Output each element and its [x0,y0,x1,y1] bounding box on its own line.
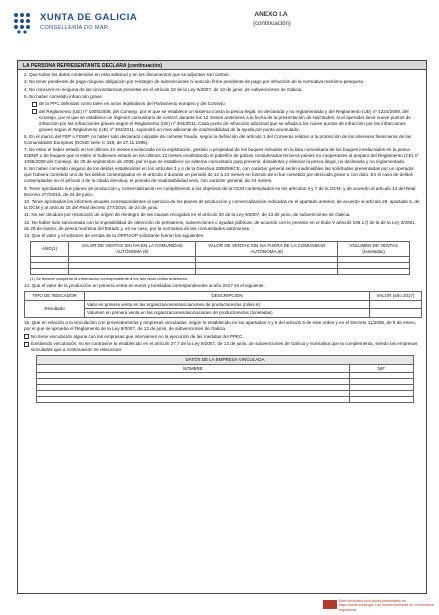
prod-col-desc: DESCRIPCIÓN [85,291,370,300]
checkbox-label-15b: Existiendo vinculación, no se contravine lo establecido en el artículo 27.7 de la Ley 9/2007, de 13 de junio, de subvenciones de Galicia y normativa que la complementa, siendo las empresas vinculadas que a continuación se relacionan: [31,340,418,352]
table-row [37,397,414,403]
checkbox-row-15b [24,341,420,353]
annex-title: ANEXO I.A [254,11,288,18]
xunta-logo-icon [10,10,34,36]
table-row [31,268,410,274]
checkbox-15b[interactable] [24,342,29,347]
dept-name: CONSELLERÍA DO MAR [40,25,109,31]
declaration-item-7: 7. No estar el haber estado en los últimos 24 meses involucrada en la explotación, gestión o propiedad de los buques incluidos en la lista comunitaria de los buques involucrados en la pesca INDNR o de buques que ni estén ni hubiesen estado en los últimos 12 meses enarbolando el pabellón de países considerados terceros países no cooperantes al amparo del Reglamento (CE) nº 1005/2008 del Consejo, de 29 de septiembre de 2008, por el que se establece un sistema comunitario para prevenir, desalentar y eliminar la pesca ilegal, no declarada y no reglamentada. [24,146,419,164]
checkbox-row-5b [24,109,420,133]
section-title: LA PERSONA REPRESENTANTE DECLARA (continuación) [18,61,426,70]
sales-col-value-out: VALOR DE VENTAS SIN IVA FUERA DE LA COMUNIDAD AUTÓNOMA (€) [196,241,338,256]
prod-value-1[interactable] [370,300,422,309]
annex-subtitle: (continuación) [253,21,291,27]
companies-col-nif: NIF [350,364,414,373]
declaration-item-12: 12. No haber sido sancionada con la imposibilidad de obtención de préstamos, subvenciones o ayudas públicas, de acuerdo con lo previsto en el título V artículo 105.1.f) de la de la Ley 3/2001, de 26 de marzo, de pesca marítima del Estado y, en su caso, por la normativa de las comunidades autónomas. [24,219,416,231]
checkbox-5b[interactable] [32,109,37,114]
declaration-item-11: 11. No ser deudora por resolución de origen de reintegro de las causas recogidas en el artículo 33 de la Ley 9/2007, de 13 de junio, de subvenciones de Galicia. [24,212,351,218]
checkbox-row-15a [24,334,420,340]
declaration-item-3: 3. No tener pendiente de pago ninguna obligación por reintegro de subvenciones ni sanción firme pendiente de pago por infracción de la normativa marítimo-pesquera. [24,79,365,85]
checkbox-label-5a: de la PPC definidas como tales en actos legislativos del Parlamento europeo y del Consejo. [39,101,226,107]
footer-note: Este formulario sólo podrá presentarse en https://sede.xunta.gal. Las formas previstas en la normativa reguladora [339,599,434,612]
checkbox-row-5a [24,101,420,107]
sales-table [30,241,410,275]
prod-row-label: Resultado [25,300,85,318]
page-header [10,8,430,40]
companies-col-name: NOMBRE [37,364,350,373]
production-table [24,291,422,319]
sales-note: (1) Se deberá completar la información correspondiente a los tres años civiles anteriores. [30,275,189,281]
checkbox-label-15a: No tiene vinculación alguna con las empresas que intervienen en la ejecución de las medidas del PPEC. [31,333,244,339]
table-row [25,300,422,309]
declaration-item-13: 13. Que el valor y el volumen de ventas de la OPP/AOP solicitante fueron los siguientes: [24,232,205,238]
sales-col-volume: VOLUMEN DE VENTAS (toneladas) [338,241,410,256]
companies-table [36,355,414,404]
declaration-item-15: 15. Que en relación a la vinculación con proveedores/as y empresas vinculadas, según lo establecido en los apartados 4 y 5 del artículo 6 de este orden y en el Decreto 11/2009, de 8 de enero, por el que se aprueba el Reglamento de la Ley 9/2007, de 13 de junio, de subvenciones de Galicia. [24,320,417,332]
declaration-item-6: 6. En el marco del FEP o FEMP, no haber sido declarado culpable de cometer fraude, según la definición del artículo 1 del Convenio relativo a la protección de los intereses financieros de las Comunidades Europeas (DOUE serie C 316, de 27.11.1995). [24,133,412,145]
sede-logo-icon [323,600,337,609]
declaration-item-10: 10. Tener aprobados los informes anuales correspondientes al ejercicio de los planes de producción y comercialización indicados en el apartado anterior, de acuerdo al artículo 28, apartado 5, de la OCM y al artículo 15 del Real decreto 277/2016, de 24 de junio. [24,198,420,210]
prod-col-value: VALOR (año 2017) [370,291,422,300]
declaration-item-9: 9. Tener aprobados sus planes de producción y comercialización en cumplimiento a los objetivos de la OCM contemplados en los artículos 3 y 7 de la OCM, y de acuerdo al artículo 14 del Real Decreto 277/2016, de 24 de junio. [24,185,416,197]
sales-col-year: AÑO(1) [31,241,69,256]
org-name: XUNTA DE GALICIA [40,12,138,23]
companies-title: DATOS DE LA EMPRESA VINCULADA [37,355,414,364]
declaration-form [17,60,427,594]
checkbox-label-5b: del Reglamento (UE) nº 1005/2008, del Consejo, por el que se establece un sistema contra la pesca ilegal, no declarada y no reglamentada y del Reglamento (UE) nº 1224/2009, del Consejo, por el que se establece un régimen comunitario de control; durante los 12 meses anteriores a la fecha de la presentación de solicitudes, si el operador tiene nueve puntos de infracción por las infracciones graves según el Reglamento (UE) nº 404/2011. Cada punto de infracción adicional que se añada a los nueve puntos de infracción por las infracciones graves según el Reglamento (UE) nº 404/2011, supondrá un mes adicional de inadmisibilidad de la ayuda por punto acumulado. [39,108,411,132]
declaration-item-2: 2. Que todos los datos contenidos en esta solicitud y en los documentos que se adjuntan son ciertos. [24,72,230,77]
prod-value-2[interactable] [370,309,422,318]
declaration-item-8: 8. No haber cometido ninguno de los delitos establecidos en los artículos 3 y 4 de la Directiva 2008/99/CE, con carácter general serán inadmisibles las solicitudes presentadas por un operador que hubiera cometido uno de los delitos contemplados en el artículo 3 durante un periodo de 12 a 24 meses en función de si fue cometido por descuido grave o con dolo. En el caso de delitos contemplados en el artículo 4 de la citada directiva, el periodo de inadmisibilidad será, con carácter general, de 24 meses. [24,166,414,184]
declaration-item-14: 14. Que el valor de la producción en primera venta en euros y toneladas correspondientes al año 2017 es el siguiente: [24,282,265,288]
checkbox-15a[interactable] [24,334,29,339]
declaration-item-4: 4. No concurrir en ninguna de las circunstancias previstas en el artículo 10 de la Ley 9/2007, de 13 de junio, de subvenciones de Galicia. [24,86,303,92]
prod-row-2: Volumen en primera venta en las organizaciones/asociaciones de productores/as (toneladas) [85,309,370,318]
checkbox-5a[interactable] [32,102,37,107]
prod-row-1: Valor en primera venta en las organizaciones/asociaciones de productores/as (miles €) [85,300,370,309]
prod-col-type: TIPO DE INDICADOR [25,291,85,300]
sales-col-value-in: VALOR DE VENTAS SIN IVA EN LA COMUNIDAD AUTÓNOMA (€) [69,241,196,256]
declaration-item-5: 5. No haber cometido infracción grave: [24,94,103,100]
table-row [25,309,422,318]
